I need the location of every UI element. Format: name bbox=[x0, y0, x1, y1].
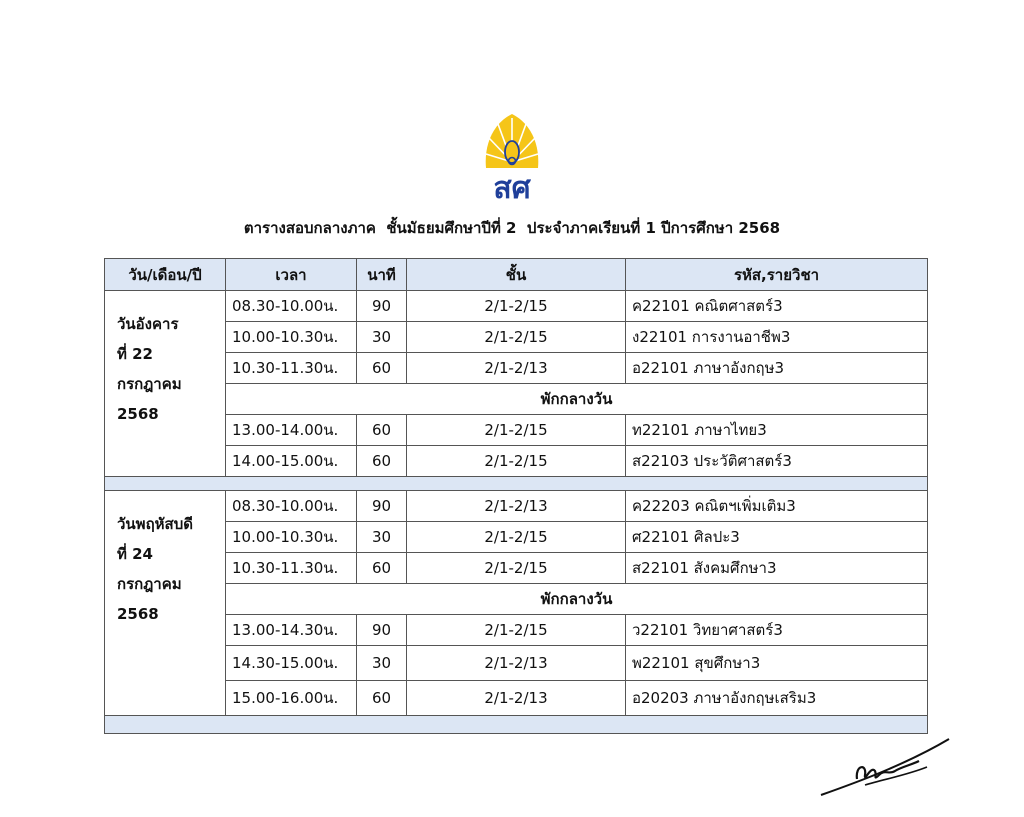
class-cell: 2/1-2/15 bbox=[407, 553, 626, 584]
day-line: วันอังคาร bbox=[117, 315, 179, 333]
minutes-cell: 60 bbox=[357, 553, 407, 584]
time-cell: 10.30-11.30น. bbox=[226, 553, 357, 584]
subject-cell: พ22101 สุขศึกษา3 bbox=[626, 646, 928, 681]
school-logo bbox=[480, 112, 544, 202]
minutes-cell: 90 bbox=[357, 291, 407, 322]
time-cell: 14.30-15.00น. bbox=[226, 646, 357, 681]
subject-cell: ส22103 ประวัติศาสตร์3 bbox=[626, 446, 928, 477]
minutes-cell: 90 bbox=[357, 615, 407, 646]
separator-row bbox=[105, 477, 928, 491]
minutes-cell: 60 bbox=[357, 446, 407, 477]
header-class: ชั้น bbox=[407, 259, 626, 291]
header-subject: รหัส,รายวิชา bbox=[626, 259, 928, 291]
minutes-cell: 60 bbox=[357, 681, 407, 716]
signature bbox=[815, 735, 955, 801]
lunch-break-row bbox=[105, 384, 928, 415]
subject-cell: ง22101 การงานอาชีพ3 bbox=[626, 322, 928, 353]
minutes-cell: 30 bbox=[357, 646, 407, 681]
day-line: กรกฎาคม bbox=[117, 575, 182, 593]
subject-cell: อ22101 ภาษาอังกฤษ3 bbox=[626, 353, 928, 384]
lunch-break-cell: พักกลางวัน bbox=[226, 584, 928, 615]
table-row bbox=[105, 615, 928, 646]
lunch-break-cell: พักกลางวัน bbox=[226, 384, 928, 415]
logo-emblem-icon bbox=[486, 114, 539, 168]
logo-text: สศ bbox=[493, 171, 531, 202]
minutes-cell: 30 bbox=[357, 522, 407, 553]
class-cell: 2/1-2/15 bbox=[407, 446, 626, 477]
subject-cell: ค22101 คณิตศาสตร์3 bbox=[626, 291, 928, 322]
table-row bbox=[105, 291, 928, 322]
table-row bbox=[105, 415, 928, 446]
table-header-row bbox=[105, 259, 928, 291]
time-cell: 13.00-14.30น. bbox=[226, 615, 357, 646]
time-cell: 10.30-11.30น. bbox=[226, 353, 357, 384]
time-cell: 08.30-10.00น. bbox=[226, 291, 357, 322]
header-time: เวลา bbox=[226, 259, 357, 291]
day-line: 2568 bbox=[117, 605, 159, 623]
separator-cell bbox=[105, 477, 928, 491]
minutes-cell: 60 bbox=[357, 353, 407, 384]
page-title: ตารางสอบกลางภาค ชั้นมัธยมศึกษาปีที่ 2 ประจำภาคเรียนที่ 1 ปีการศึกษา 2568 bbox=[243, 219, 781, 237]
subject-cell: ค22203 คณิตฯเพิ่มเติม3 bbox=[626, 491, 928, 522]
subject-cell: ศ22101 ศิลปะ3 bbox=[626, 522, 928, 553]
day-line: กรกฎาคม bbox=[117, 375, 182, 393]
class-cell: 2/1-2/15 bbox=[407, 291, 626, 322]
day-cell-1 bbox=[105, 291, 226, 477]
table-row bbox=[105, 322, 928, 353]
header-date: วัน/เดือน/ปี bbox=[105, 259, 226, 291]
table-row bbox=[105, 446, 928, 477]
minutes-cell: 60 bbox=[357, 415, 407, 446]
day-line: ที่ 24 bbox=[117, 545, 153, 563]
minutes-cell: 30 bbox=[357, 322, 407, 353]
subject-cell: ท22101 ภาษาไทย3 bbox=[626, 415, 928, 446]
lunch-break-row bbox=[105, 584, 928, 615]
class-cell: 2/1-2/13 bbox=[407, 681, 626, 716]
day-line: วันพฤหัสบดี bbox=[117, 515, 193, 533]
class-cell: 2/1-2/15 bbox=[407, 415, 626, 446]
class-cell: 2/1-2/13 bbox=[407, 353, 626, 384]
day-cell-2 bbox=[105, 491, 226, 716]
minutes-cell: 90 bbox=[357, 491, 407, 522]
table-row bbox=[105, 353, 928, 384]
table-row bbox=[105, 522, 928, 553]
time-cell: 10.00-10.30น. bbox=[226, 322, 357, 353]
table-row bbox=[105, 646, 928, 681]
time-cell: 10.00-10.30น. bbox=[226, 522, 357, 553]
exam-schedule-table-wrapper bbox=[104, 258, 927, 734]
time-cell: 08.30-10.00น. bbox=[226, 491, 357, 522]
table-row bbox=[105, 681, 928, 716]
time-cell: 13.00-14.00น. bbox=[226, 415, 357, 446]
class-cell: 2/1-2/13 bbox=[407, 491, 626, 522]
class-cell: 2/1-2/15 bbox=[407, 522, 626, 553]
exam-schedule-table bbox=[104, 258, 928, 734]
table-row bbox=[105, 553, 928, 584]
class-cell: 2/1-2/15 bbox=[407, 615, 626, 646]
subject-cell: ว22101 วิทยาศาสตร์3 bbox=[626, 615, 928, 646]
time-cell: 15.00-16.00น. bbox=[226, 681, 357, 716]
time-cell: 14.00-15.00น. bbox=[226, 446, 357, 477]
class-cell: 2/1-2/13 bbox=[407, 646, 626, 681]
header-minutes: นาที bbox=[357, 259, 407, 291]
day-line: ที่ 22 bbox=[117, 345, 153, 363]
separator-row bbox=[105, 716, 928, 734]
table-row bbox=[105, 491, 928, 522]
class-cell: 2/1-2/15 bbox=[407, 322, 626, 353]
subject-cell: อ20203 ภาษาอังกฤษเสริม3 bbox=[626, 681, 928, 716]
day-line: 2568 bbox=[117, 405, 159, 423]
subject-cell: ส22101 สังคมศึกษา3 bbox=[626, 553, 928, 584]
separator-cell bbox=[105, 716, 928, 734]
